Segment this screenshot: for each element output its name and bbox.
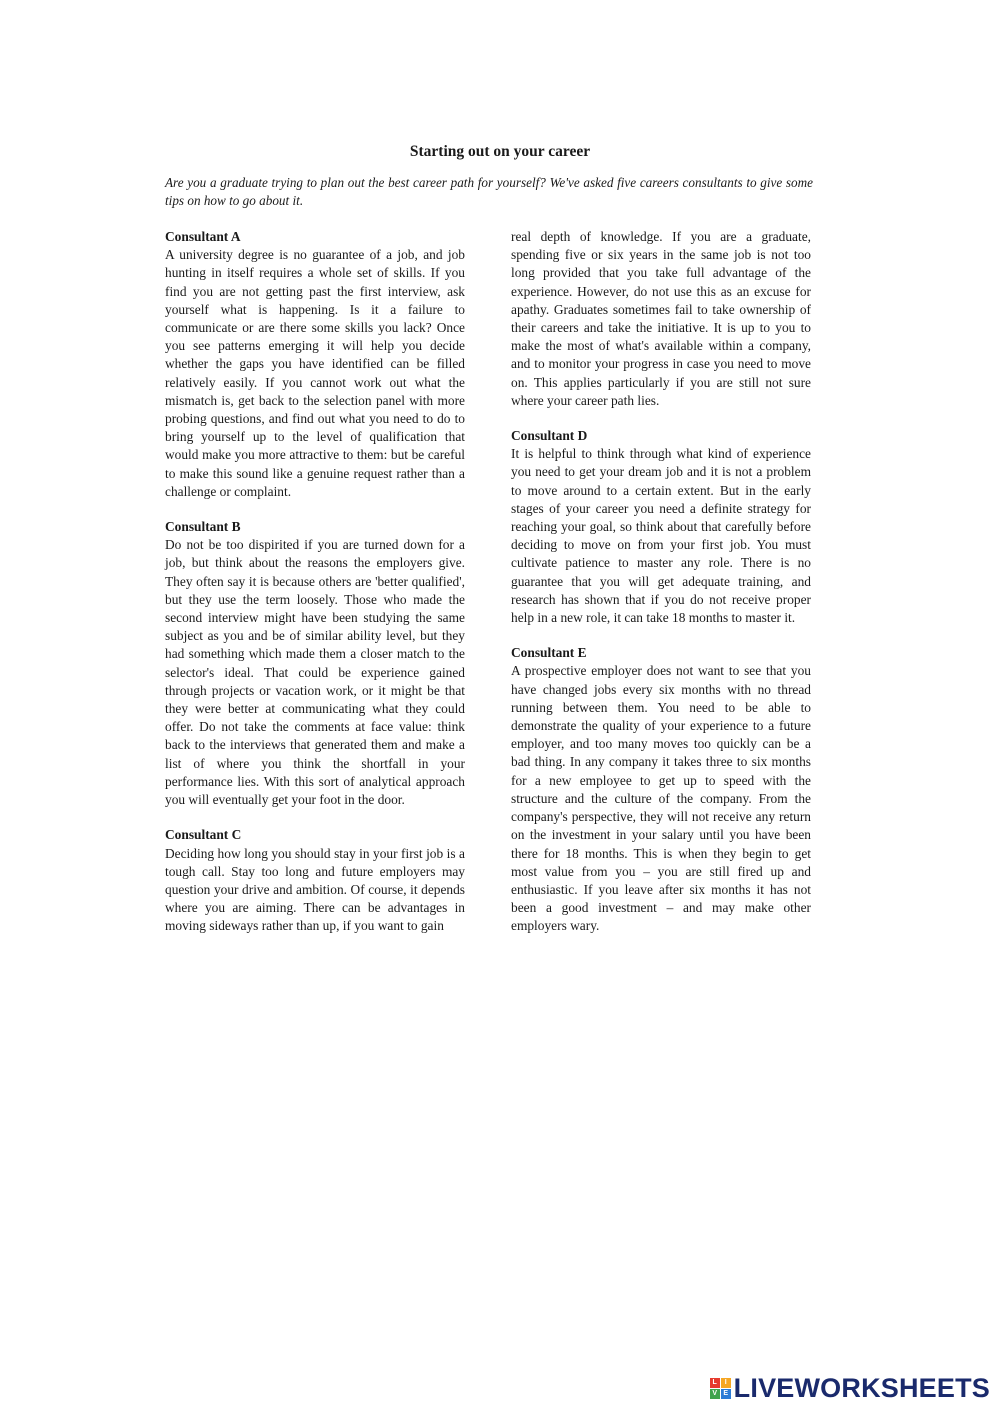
intro-text: Are you a graduate trying to plan out the best career path for yourself? We've asked five careers consultants to give some tips on how to go about it. [165,175,813,208]
left-column [165,228,465,953]
consultant-a-section [165,228,465,501]
consultant-d-text: It is helpful to think through what kind of experience you need to get your dream job and it is not a problem to move around to a certain extent. But in the early stages of your career you need a definite strategy for reaching your goal, so think about that carefully before deciding to move on from your first job. You must cultivate patience to master any role. There is no guarantee that you will get adequate training, and research has shown that if you do not receive proper help in a new role, it can take 18 months to master it. [511,446,811,626]
logo-tile-1: L [710,1378,720,1388]
logo-tile-2: I [721,1378,731,1388]
right-column [511,228,811,953]
consultant-d-section [511,427,811,627]
consultant-c-section [165,826,465,935]
consultant-e-text: A prospective employer does not want to see that you have changed jobs every six months with no thread running between them. You need to be able to demonstrate the quality of your experience to a future employer, and too many moves too quickly can be a bad thing. In any company it takes three to six months for a new employee to get up to speed with the structure and the culture of the company. From the company's perspective, they will not receive any return on the investment in your salary until you have been there for 18 months. This is when they begin to get most value from you – you are still fired up and enthusiastic. If you leave after six months it has not been a good investment – and may make other employers wary. [511,663,811,934]
page-title: Starting out on your career [409,143,591,160]
consultant-a-text: A university degree is no guarantee of a job, and job hunting in itself requires a whole set of skills. If you find you are not getting past the first interview, ask yourself what is happening. Is it a failure to communicate or are there some skills you lack? Once you see patterns emerging it will help you decide whether the gaps you have identified can be filled relatively easily. If you cannot work out what the mismatch is, get back to the selection panel with more probing questions, and find out what you need to do to bring yourself up to the level of qualification that would make you more attractive to them: but be careful to make this sound like a genuine request rather than a challenge or complaint. [165,247,465,499]
consultant-d-heading: Consultant D [511,428,588,444]
logo-grid-icon [710,1378,731,1399]
consultant-e-section [511,644,811,935]
consultant-a-heading: Consultant A [165,229,241,244]
consultant-e-heading: Consultant E [511,645,587,661]
consultant-b-section [165,518,465,809]
liveworksheets-logo [710,1373,990,1403]
consultant-b-heading: Consultant B [165,519,241,535]
logo-text: LIVEWORKSHEETS [733,1372,990,1403]
consultant-c-continuation: real depth of knowledge. If you are a graduate, spending five or six years in the same job is not too long provided that you take full advantage of the experience. However, do not use this as an excuse for apathy. Graduates sometimes fail to take ownership of their careers and take the initiative. It is up to you to make the most of what's available within a company, and to monitor your progress in case you need to move on. This applies particularly if you are still not sure where your career path lies. [511,229,811,408]
consultant-c-text: Deciding how long you should stay in your first job is a tough call. Stay too long and future employers may question your drive and ambition. Of course, it depends where you are aiming. There can be advantages in moving sideways rather than up, if you want to gain [165,845,465,934]
logo-tile-4: E [721,1389,731,1399]
logo-tile-3: V [710,1389,720,1399]
consultant-b-text: Do not be too dispirited if you are turned down for a job, but think about the reasons the employers give. They often say it is because others are 'better qualified', but they use the term loosely. Those who made the second interview might have been studying the same subject as you and be of similar ability level, but they had something which made them a closer match to the selector's ideal. That could be experience gained through projects or vacation work, or it might be that they were better at communicating what they could offer. Do not take the comments at face value: think back to the interviews that generated them and make a list of where you think the shortfall in your performance lies. With this sort of analytical approach you will eventually get your foot in the door. [165,537,465,808]
consultant-c-heading: Consultant C [165,827,242,843]
